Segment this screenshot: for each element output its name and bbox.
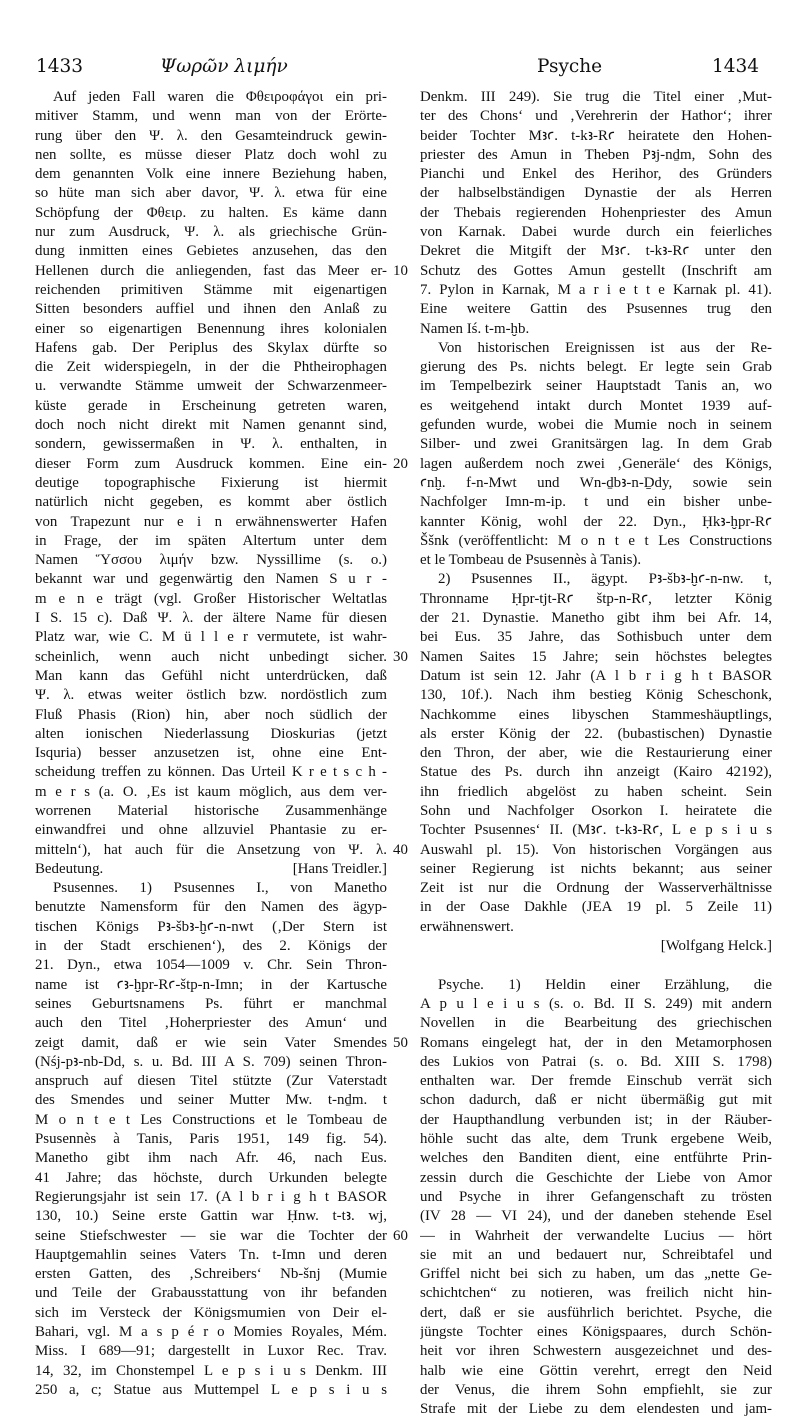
text-line: 250 a, c; Statue aus Muttempel L e p s i u s: [35, 1381, 387, 1398]
text-line: seines Geburtsnamens Ps. führt er manchmal: [35, 995, 387, 1012]
text-line: Hafens gab. Der Periplus des Skylax dürfte so: [35, 339, 387, 356]
text-line: m e r s (a. O. ‚Es ist kaum möglich, aus dem ver-: [35, 783, 387, 800]
line-number: 10: [393, 262, 408, 279]
text-line: mitteln‘), hat auch für die Ansetzung von Ψ. λ.: [35, 841, 387, 858]
text-line: es weitgehend intakt durch Montet 1939 auf-: [420, 397, 772, 414]
text-line: Psusennes. 1) Psusennes I., von Manetho: [53, 880, 387, 897]
text-line: Platz war, wie C. M ü l l e r vermutete, ist wahr-: [35, 629, 387, 646]
text-line: scheidung treffen zu können. Das Urteil K r e t s c h -: [35, 764, 387, 781]
text-line: Ψ. λ. etwas weiter östlich bzw. nordöstlich zum: [35, 687, 387, 704]
text-line: 41 Jahre; das höchste, durch Urkunden belegte: [35, 1169, 387, 1186]
text-line: Namen Saites 15 Jahre; sein höchstes belegtes: [420, 648, 772, 665]
text-line: in Frage, der im späten Altertum unter dem: [35, 532, 387, 549]
text-line: und Psyche in ihrer Gefangenschaft zu trösten: [420, 1188, 772, 1205]
text-line: Bahari, vgl. M a s p é r o Momies Royales, Mém.: [35, 1324, 387, 1340]
text-line: Thronname Ḥpr-tjt-Rꜥ štp-n-Rꜥ, letzter König: [420, 590, 772, 607]
text-line: 130, 10f.). Nach ihm bestieg König Scheschonk,: [420, 687, 772, 704]
text-line: worrenen Material historische Zusammenhänge: [35, 802, 387, 819]
author-signature: [Hans Treidler.]: [292, 860, 387, 877]
text-line: Schöpfung der Φθειρ. zu halten. Es käme dann: [35, 204, 387, 221]
text-line: im Tempelbezirk seiner Hauptstadt Tanis an, wo: [420, 378, 772, 395]
text-line: Strafe mit der Liebe zu dem elendesten und jam-: [420, 1401, 772, 1418]
text-line: Hauptgemahlin seines Vaters Tn. t-Imn und deren: [35, 1246, 387, 1263]
text-line: Denkm. III 249). Sie trug die Titel einer ‚Mut-: [420, 89, 772, 105]
text-line: Bedeutung. [Hans Treidler.]: [35, 860, 387, 879]
text-line: der Venus, die ihrem Sohn empfiehlt, sie zur: [420, 1381, 772, 1398]
text-line: schon dadurch, daß er nicht übermäßig gut mit: [420, 1092, 772, 1109]
text-line: zeigt damit, daß er wie sein Vater Smendes: [35, 1034, 387, 1051]
text-line: Pianchi und Enkel des Herihor, des Gründers: [420, 166, 772, 183]
text-line: ꜥnḫ. f-n-Mwt und Wn-ḏbꜣ-n-Ḏdy, sowie sein: [420, 474, 772, 491]
page-number-left: 1433: [36, 56, 84, 77]
text-line: ihn friedlich abgelöst zu haben scheint. Sein: [420, 783, 772, 800]
text-line: erwähnenswert.: [420, 918, 514, 935]
text-line: Tochter Psusennes‘ II. (Mꜣꜥ. t-kꜣ-Rꜥ, L e p s i u s: [420, 822, 772, 839]
text-line: sich im Versteck der Königsmumien von Deir el-: [35, 1304, 387, 1321]
text-line: 7. Pylon in Karnak, M a r i e t t e Karnak pl. 41).: [420, 281, 772, 298]
text-line: Statue des Ps. durch ihn anzeigt (Kairo 42192),: [420, 764, 772, 781]
text-line: zessin durch die Geschichte der Liebe von Amor: [420, 1169, 772, 1186]
text-line: der halbselbständigen Dynastie der als Herren: [420, 185, 772, 202]
text-line: reichenden primitiven Stämme mit eigenartigen: [35, 281, 387, 298]
line-number: 60: [393, 1227, 408, 1244]
text-line: Psusennès à Tanis, Paris 1951, 149 fig. 54).: [35, 1131, 387, 1148]
text-line: kannter König, wohl der 22. Dyn., Ḥkꜣ-ḫpr-Rꜥ: [420, 513, 772, 530]
text-line: Sitten besonders auffiel und ihnen den Anlaß zu: [35, 301, 387, 318]
text-line: ter des Chons‘ und ‚Verehrerin der Hathor‘; ihrer: [420, 108, 772, 125]
text-line: Auf jeden Fall waren die Φθειροφάγοι ein pri-: [53, 89, 387, 105]
text-line: Namen Ὕσσου λιμήν bzw. Nyssillime (s. o.): [35, 552, 387, 569]
text-line: sondern, gewissermaßen in Ψ. λ. enthalten, in: [35, 436, 387, 453]
text-line: enthalten war. Der fremde Einschub verrät sich: [420, 1073, 772, 1090]
text-line: alten ionischen Niederlassung Dioskurias (jetzt: [35, 725, 387, 742]
text-line: beider Tochter Mꜣꜥ. t-kꜣ-Rꜥ heiratete den Hohen-: [420, 127, 772, 144]
text-line: Isquria) besser anzusetzen ist, ohne eine Ent-: [35, 745, 387, 762]
text-line: A p u l e i u s (s. o. Bd. II S. 249) mit andern: [420, 995, 772, 1012]
text-line: anspruch auf diesen Titel stützte (Zur Vaterstadt: [35, 1073, 387, 1090]
line-number: 30: [393, 648, 408, 665]
text-line: jüngste Tochter eines Königspaares, durch Schön-: [420, 1324, 772, 1340]
text-line: des Smendes und seiner Mutter Mw. t-nḏm. t: [35, 1092, 387, 1109]
text-line: Eine weitere Gattin des Psusennes trug den: [420, 301, 772, 318]
text-line: 130, 10.) Seine erste Gattin war Ḥnw. t-tꜣ. wj,: [35, 1208, 387, 1225]
text-line: dieser Form zum Ausdruck kommen. Eine ein-: [35, 455, 387, 472]
text-line: Datum ist sein 12. Jahr (A l b r i g h t BASOR: [420, 667, 772, 684]
text-line: name ist ꜥꜣ-ḫpr-Rꜥ-štp-n-Imn; in der Kartusche: [35, 976, 387, 993]
text-line: (Nśj-pꜣ-nb-Dd, s. u. Bd. III A S. 709) seinen Thron-: [35, 1053, 387, 1070]
text-line: von Trapezunt nur e i n erwähnenswerter Hafen: [35, 513, 387, 530]
text-line: nen sollte, es müsse dieser Platz doch wohl zu: [35, 146, 387, 163]
text-line: so hüte man sich aber davor, Ψ. λ. etwa für eine: [35, 185, 387, 202]
text-line: der 21. Dynastie. Manetho gibt ihm bei Afr. 14,: [420, 610, 772, 627]
text-line: doch noch nicht direkt mit Namen genannt sind,: [35, 417, 387, 434]
text-line: m e n e trägt (vgl. Großer Historischer Weltatlas: [35, 590, 387, 607]
text-line: bekannt war und gegenwärtig den Namen S u r -: [35, 571, 387, 588]
text-line: seiner Regierung ist nichts bekannt; aus seiner: [420, 860, 772, 877]
text-line: 14, 32, im Chonstempel L e p s i u s Denkm. III: [35, 1362, 387, 1379]
text-line: seine Stiefschwester — sie war die Tochter der: [35, 1227, 387, 1244]
line-number: 20: [393, 455, 408, 472]
text-line: Schutz des Gottes Amun gestellt (Inschrift am: [420, 262, 772, 279]
text-line: mitiver Stamm, und wenn man von der Erörte-: [35, 108, 387, 125]
left-column: [35, 88, 387, 1400]
text-line: halb wie eine Göttin verehrt, erregt den Neid: [420, 1362, 772, 1379]
text-line: die Zeit widerspiegeln, in der die Phtheirophagen: [35, 359, 387, 376]
text-line: [420, 937, 772, 956]
text-line: priester des Amun in Theben Pꜣj-nḏm, Sohn des: [420, 146, 772, 163]
text-line: dung inmitten eines Gebietes anzusehen, das den: [35, 243, 387, 260]
author-signature: [Wolfgang Helck.]: [660, 938, 772, 955]
text-line: gefunden wurde, wobei die Mumie noch in seinem: [420, 417, 772, 434]
text-line: einwandfrei und ohne allzuviel Phantasie zu er-: [35, 822, 387, 839]
text-line: Griffel nicht bei sich zu haben, um das „nette Ge-: [420, 1266, 772, 1283]
running-title-left: Ψωρῶν λιμήν: [160, 56, 288, 77]
text-line: 21. Dyn., etwa 1054—1009 v. Chr. Sein Thron-: [35, 957, 387, 974]
text-line: Romans eingelegt hat, der in den Metamorphosen: [420, 1034, 772, 1051]
text-line: gierung des Ps. nichts belegt. Er legte sein Grab: [420, 359, 772, 376]
text-line: et le Tombeau de Psusennès à Tanis).: [420, 552, 642, 569]
text-line: auch den Titel ‚Hoherpriester des Amun‘ und: [35, 1015, 387, 1032]
text-line: M o n t e t Les Constructions et le Tombeau de: [35, 1111, 387, 1128]
text-line: (IV 28 — VI 24), und der daneben stehende Esel: [420, 1208, 772, 1225]
text-line: Dekret die Mitgift der Mꜣꜥ. t-kꜣ-Rꜥ unter den: [420, 243, 772, 260]
text-line: nur zum Ausdruck, Ψ. λ. als griechische Grün-: [35, 224, 387, 241]
text-line: Silber- und zwei Granitsärgen lag. In dem Grab: [420, 436, 772, 453]
text-line: Fluß Phasis (Rion) hin, aber noch südlich der: [35, 706, 387, 723]
text-line: Novellen in die Bearbeitung des griechischen: [420, 1015, 772, 1032]
text-line: ersten Gatten, des ‚Schreibers‘ Nb-šnj (Mumie: [35, 1266, 387, 1283]
text-line: der Thebais regierenden Hohenpriester des Amun: [420, 204, 772, 221]
text-line: Miss. I 689—91; dargestellt in Luxor Rec. Trav.: [35, 1343, 387, 1360]
text-line: Hellenen durch die anliegenden, fast das Meer er-: [35, 262, 387, 279]
text-line: der Haupthandlung verbunden ist; in der Räuber-: [420, 1111, 772, 1128]
text-line: Nachfolger Imn-m-ip. t und ein bisher unbe-: [420, 494, 772, 511]
text-line: schichtchen“ zu notieren, was freilich nicht hin-: [420, 1285, 772, 1302]
text-line: und Teile der Grabausstattung von ihr befanden: [35, 1285, 387, 1302]
text-line: dem genannten Volk eine innere Beziehung haben,: [35, 166, 387, 183]
text-line: den Thron, der aber, wie die Restaurierung einer: [420, 745, 772, 762]
text-line: küste gerade in Erscheinung getreten waren,: [35, 397, 387, 414]
line-number: 40: [393, 841, 408, 858]
text-line: in der Oase Dakhle (JEA 19 pl. 5 Zeile 11): [420, 899, 772, 916]
text-line: höhle sucht das alte, dem Trunk ergebene Weib,: [420, 1131, 772, 1148]
text-line: von Karnak. Dabei wurde durch ein feierliches: [420, 224, 772, 241]
text-line: scheinlich, wenn auch nicht unbedingt sicher.: [35, 648, 387, 665]
text-line: rung über den Ψ. λ. den Gesamteindruck gewin-: [35, 127, 387, 144]
text-line: 2) Psusennes II., ägypt. Pꜣ-šbꜣ-ḫꜥ-n-nw. t,: [438, 571, 772, 588]
running-title-right: Psyche: [537, 56, 603, 77]
text-line: Auswahl pl. 15). Von historischen Vorgängen aus: [420, 841, 772, 858]
line-number: 50: [393, 1034, 408, 1051]
text-line: in der Stadt erschienen‘), des 2. Königs der: [35, 938, 387, 955]
text-line: Psyche. 1) Heldin einer Erzählung, die: [438, 976, 772, 993]
text-line: Manetho gibt ihm nach Afr. 46, nach Eus.: [35, 1150, 387, 1167]
text-line: — in Wahrheit der verwandelte Lucius — hört: [420, 1227, 772, 1244]
text-line: deutige topographische Fixierung ist hiermit: [35, 474, 387, 491]
text-line: Nachkomme eines libyschen Stammeshäuptlings,: [420, 706, 772, 723]
text-line: Sohn und Nachfolger Osorkon I. heiratete die: [420, 802, 772, 819]
text-line: lagen außerdem noch zwei ‚Generäle‘ des Königs,: [420, 455, 772, 472]
text-line: als erster König der 22. (bubastischen) Dynastie: [420, 725, 772, 742]
text-line: tischen Königs Pꜣ-šbꜣ-ḫꜥ-n-nwt (‚Der Stern ist: [35, 918, 387, 935]
text-line: welches den Banditen dient, eine entführte Prin-: [420, 1150, 772, 1167]
text-line: I S. 15 c). Daß Ψ. λ. der ältere Name für diesen: [35, 610, 387, 627]
text-line: einer so eigenartigen Benennung ihres kolonialen: [35, 320, 387, 337]
text-line: Namen Iś. t-m-ḫb.: [420, 320, 530, 337]
text-line: sie mit an und bedauert nur, Schreibtafel und: [420, 1246, 772, 1263]
text-line: bei Eus. 35 Jahre, das Sothisbuch unter dem: [420, 629, 772, 646]
text-line: natürlich nicht gegeben, es kommt aber östlich: [35, 494, 387, 511]
text-line: des Lukios von Patrai (s. o. Bd. XIII S. 1798): [420, 1053, 772, 1070]
text-line: Man kann das Gefühl nicht unterdrücken, daß: [35, 667, 387, 684]
text-line: Regierungsjahr ist sein 17. (A l b r i g h t BASOR: [35, 1188, 387, 1205]
right-column: [420, 88, 772, 1419]
text-line: Von historischen Ereignissen ist aus der Re-: [438, 339, 772, 356]
text-line: u. verwandte Stämme umweit der Schwarzenmeer-: [35, 378, 387, 395]
text-line: [420, 956, 772, 975]
text-line: Ššnk (veröffentlicht: M o n t e t Les Constructions: [420, 532, 772, 549]
text-line: heit vor ihren Schwestern ausgezeichnet und des-: [420, 1343, 772, 1360]
text-line: Zeit ist nur die Ordnung der Wasserverhältnisse: [420, 880, 772, 897]
text-line: dert, daß er sie ausführlich berichtet. Psyche, die: [420, 1304, 772, 1321]
text-line: benutzte Namensform für den Namen des ägyp-: [35, 899, 387, 916]
page-number-right: 1434: [712, 56, 760, 77]
